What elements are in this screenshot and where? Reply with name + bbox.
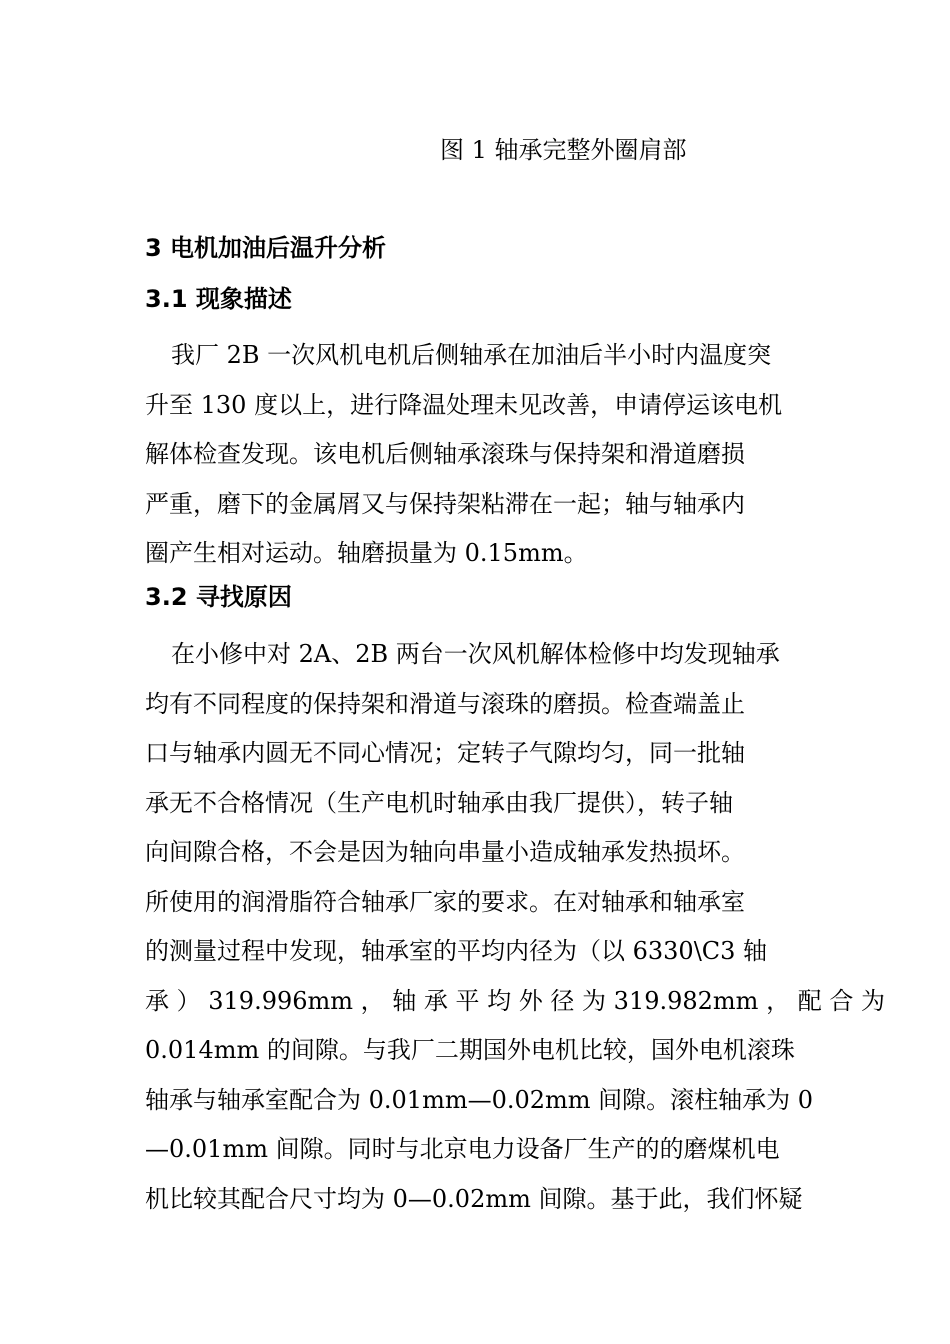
paragraph-line: 向间隙合格，不会是因为轴向串量小造成轴承发热损坏。 — [145, 838, 745, 866]
paragraph-line: 我厂 2B 一次风机电机后侧轴承在加油后半小时内温度突 — [171, 341, 772, 369]
paragraph-line: 所使用的润滑脂符合轴承厂家的要求。在对轴承和轴承室 — [145, 887, 745, 916]
subsection-heading-3-2: 3.2 寻找原因 — [145, 583, 292, 611]
paragraph-line: 的测量过程中发现，轴承室的平均内径为（以 6330\C3 轴 — [145, 937, 768, 965]
paragraph-line: 轴承与轴承室配合为 0.01mm—0.02mm 间隙。滚柱轴承为 0 — [145, 1085, 814, 1114]
paragraph-line: 在小修中对 2A、2B 两台一次风机解体检修中均发现轴承 — [171, 640, 780, 668]
paragraph-line: 承无不合格情况（生产电机时轴承由我厂提供），转子轴 — [145, 788, 733, 817]
paragraph-line: 解体检查发现。该电机后侧轴承滚珠与保持架和滑道磨损 — [145, 440, 745, 468]
section-heading-3: 3 电机加油后温升分析 — [145, 234, 387, 262]
paragraph-line: 机比较其配合尺寸均为 0—0.02mm 间隙。基于此，我们怀疑 — [145, 1184, 803, 1213]
figure-caption: 图 1 轴承完整外圈肩部 — [440, 136, 687, 164]
paragraph-line: 口与轴承内圆无不同心情况；定转子气隙均匀，同一批轴 — [145, 739, 745, 767]
paragraph-line: 圈产生相对运动。轴磨损量为 0.15mm。 — [145, 539, 588, 567]
subsection-heading-3-1: 3.1 现象描述 — [145, 285, 292, 313]
paragraph-line: 承 ） 319.996mm ， 轴 承 平 均 外 径 为 319.982mm ， 配 合 为 — [145, 986, 885, 1015]
paragraph-line: —0.01mm 间隙。同时与北京电力设备厂生产的的磨煤机电 — [145, 1135, 780, 1163]
paragraph-line: 0.014mm 的间隙。与我厂二期国外电机比较，国外电机滚珠 — [145, 1036, 795, 1064]
paragraph-phenomenon — [145, 331, 805, 579]
paragraph-line: 升至 130 度以上，进行降温处理未见改善，申请停运该电机 — [145, 390, 783, 419]
paragraph-cause — [145, 630, 885, 1224]
paragraph-line: 严重，磨下的金属屑又与保持架粘滞在一起；轴与轴承内 — [145, 489, 745, 518]
paragraph-line: 均有不同程度的保持架和滑道与滚珠的磨损。检查端盖止 — [145, 689, 745, 718]
